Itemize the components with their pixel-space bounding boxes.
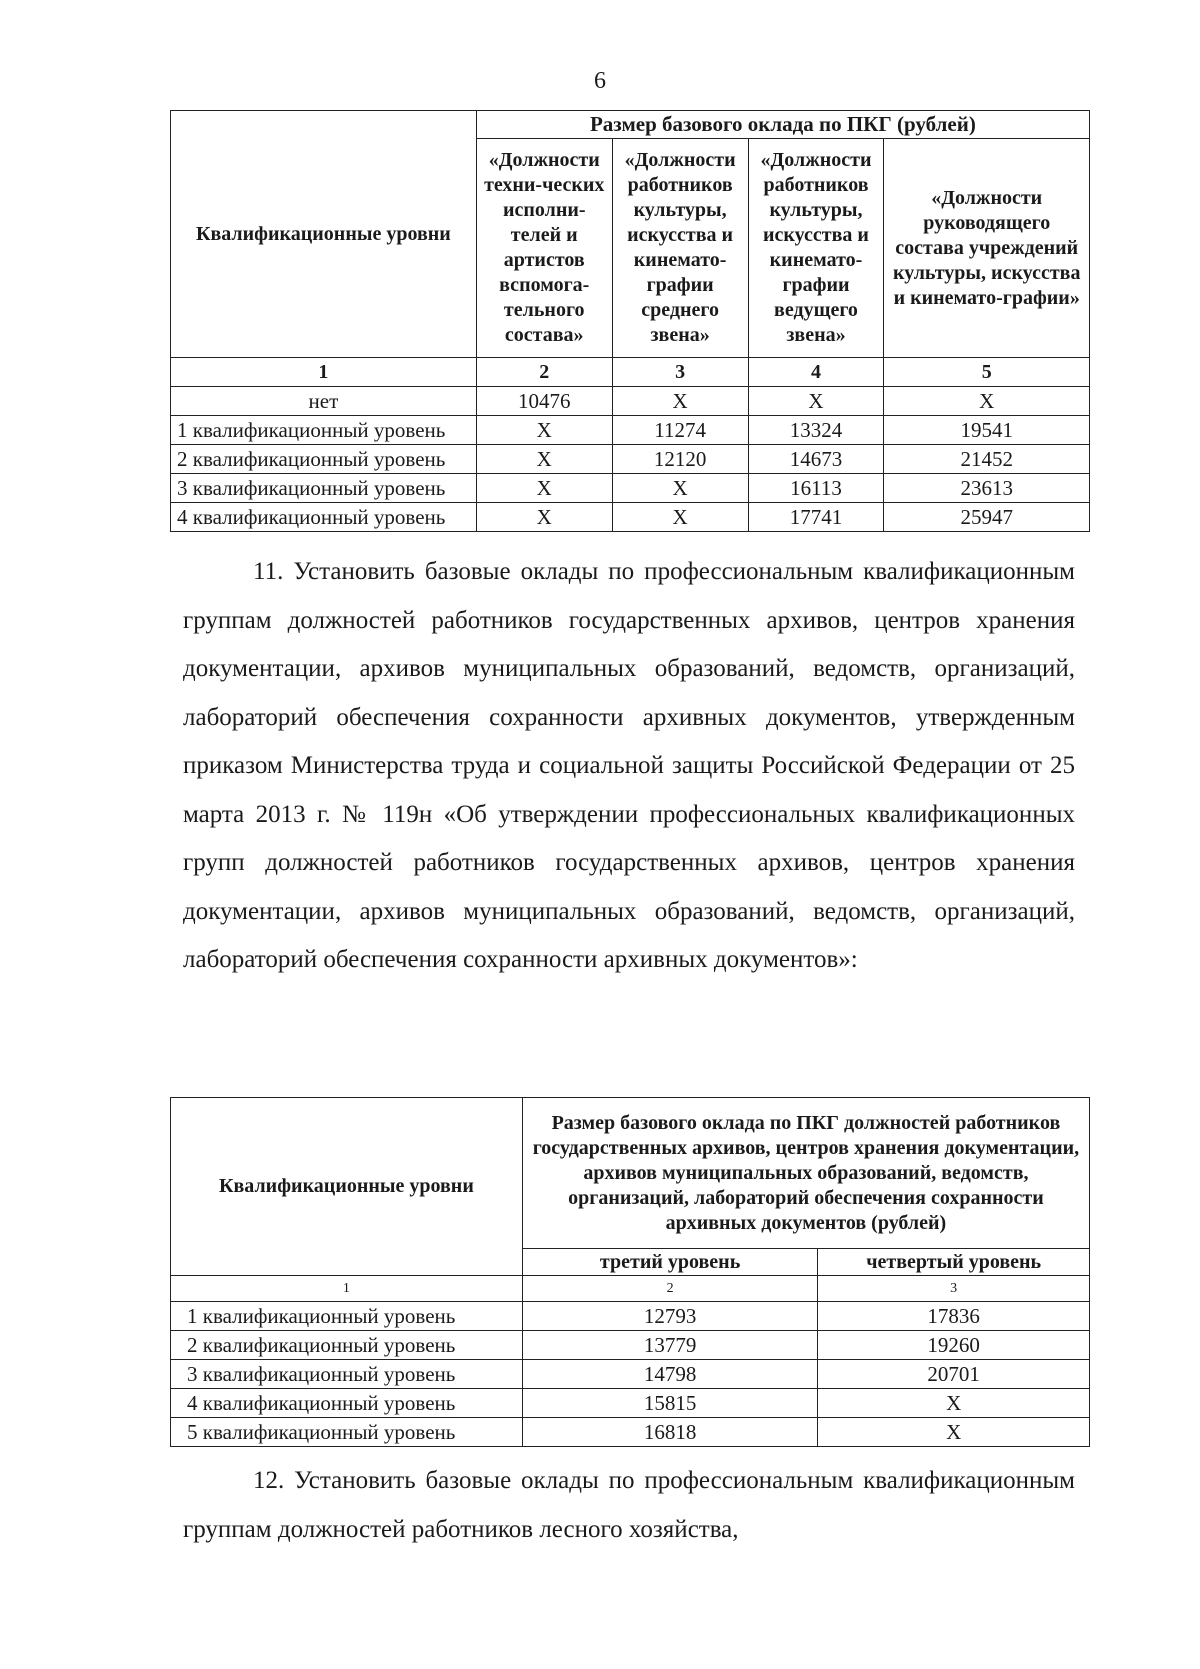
- value-cell: X: [612, 387, 748, 416]
- level-cell: 2 квалификационный уровень: [171, 1331, 523, 1360]
- value-cell: 14798: [522, 1360, 818, 1389]
- paragraph-11-text: 11. Установить базовые оклады по профессиональным квалификационным группам должностей работников государственных архивов, центров хранения документации, архивов муниципальных образований, ведомств, организаций, лабораторий обеспечения сохранности архивных документов, утвержденным приказом Министерства труда и социальной защиты Российской Федерации от 25 марта 2013 г. № 119н «Об утверждении профессиональных квалификационных групп должностей работников государственных архивов, центров хранения документации, архивов муниципальных образований, ведомств, организаций, лабораторий обеспечения сохранности архивных документов»:: [183, 558, 1075, 973]
- column-header-levels: Квалификационные уровни: [171, 111, 477, 358]
- value-cell: 10476: [476, 387, 612, 416]
- value-cell: X: [884, 387, 1090, 416]
- table-row: [171, 1302, 1090, 1331]
- column-header: «Должности руководящего состава учреждений культуры, искусства и кинемато-графии»: [884, 139, 1090, 358]
- value-cell: 11274: [612, 416, 748, 445]
- salary-table-archives: [170, 1097, 1090, 1447]
- level-cell: 5 квалификационный уровень: [171, 1418, 523, 1447]
- column-header: четвертый уровень: [818, 1249, 1090, 1276]
- column-number: 1: [171, 358, 477, 387]
- column-number: 2: [522, 1276, 818, 1302]
- table-row: [171, 416, 1090, 445]
- column-number: 3: [818, 1276, 1090, 1302]
- column-header: «Должности работников культуры, искусства и кинемато-графии среднего звена»: [612, 139, 748, 358]
- value-cell: 17741: [748, 503, 884, 532]
- column-header: третий уровень: [522, 1249, 818, 1276]
- table-row: [171, 1331, 1090, 1360]
- value-cell: 14673: [748, 445, 884, 474]
- value-cell: 12793: [522, 1302, 818, 1331]
- value-cell: 21452: [884, 445, 1090, 474]
- value-cell: 13779: [522, 1331, 818, 1360]
- table-row: [171, 1360, 1090, 1389]
- paragraph-11: [183, 548, 1075, 985]
- paragraph-12: [183, 1457, 1075, 1554]
- value-cell: 20701: [818, 1360, 1090, 1389]
- value-cell: X: [818, 1389, 1090, 1418]
- value-cell: 23613: [884, 474, 1090, 503]
- level-cell: 3 квалификационный уровень: [171, 1360, 523, 1389]
- level-cell: 1 квалификационный уровень: [171, 416, 477, 445]
- table-row: [171, 1418, 1090, 1447]
- level-cell: 4 квалификационный уровень: [171, 503, 477, 532]
- column-number: 1: [171, 1276, 523, 1302]
- value-cell: X: [612, 503, 748, 532]
- column-header: «Должности работников культуры, искусства и кинемато-графии ведущего звена»: [748, 139, 884, 358]
- column-number: 4: [748, 358, 884, 387]
- value-cell: X: [476, 445, 612, 474]
- value-cell: X: [612, 474, 748, 503]
- value-cell: 19541: [884, 416, 1090, 445]
- table-row: [171, 503, 1090, 532]
- value-cell: 13324: [748, 416, 884, 445]
- column-number: 3: [612, 358, 748, 387]
- page-number: 6: [594, 68, 606, 94]
- level-cell: 3 квалификационный уровень: [171, 474, 477, 503]
- value-cell: 16113: [748, 474, 884, 503]
- value-cell: X: [818, 1418, 1090, 1447]
- level-cell: 2 квалификационный уровень: [171, 445, 477, 474]
- group-header: Размер базового оклада по ПКГ должностей работников государственных архивов, центров хранения документации, архивов муниципальных образований, ведомств, организаций, лабораторий обеспечения сохранности архивных документов (рублей): [522, 1098, 1089, 1249]
- table-row: [171, 1389, 1090, 1418]
- level-cell: нет: [171, 387, 477, 416]
- value-cell: X: [476, 503, 612, 532]
- group-header: Размер базового оклада по ПКГ (рублей): [476, 111, 1089, 139]
- value-cell: X: [476, 474, 612, 503]
- value-cell: 25947: [884, 503, 1090, 532]
- salary-table-culture: [170, 110, 1090, 532]
- value-cell: 19260: [818, 1331, 1090, 1360]
- column-header: «Должности техни-ческих исполни-телей и артистов вспомога-тельного состава»: [476, 139, 612, 358]
- paragraph-12-text: 12. Установить базовые оклады по профессиональным квалификационным группам должностей работников лесного хозяйства,: [183, 1467, 1075, 1543]
- table-row: [171, 474, 1090, 503]
- value-cell: 12120: [612, 445, 748, 474]
- level-cell: 1 квалификационный уровень: [171, 1302, 523, 1331]
- value-cell: X: [476, 416, 612, 445]
- table-row: [171, 387, 1090, 416]
- value-cell: X: [748, 387, 884, 416]
- value-cell: 16818: [522, 1418, 818, 1447]
- table-row: [171, 445, 1090, 474]
- column-header-levels: Квалификационные уровни: [171, 1098, 523, 1276]
- column-number: 2: [476, 358, 612, 387]
- column-number: 5: [884, 358, 1090, 387]
- level-cell: 4 квалификационный уровень: [171, 1389, 523, 1418]
- value-cell: 17836: [818, 1302, 1090, 1331]
- value-cell: 15815: [522, 1389, 818, 1418]
